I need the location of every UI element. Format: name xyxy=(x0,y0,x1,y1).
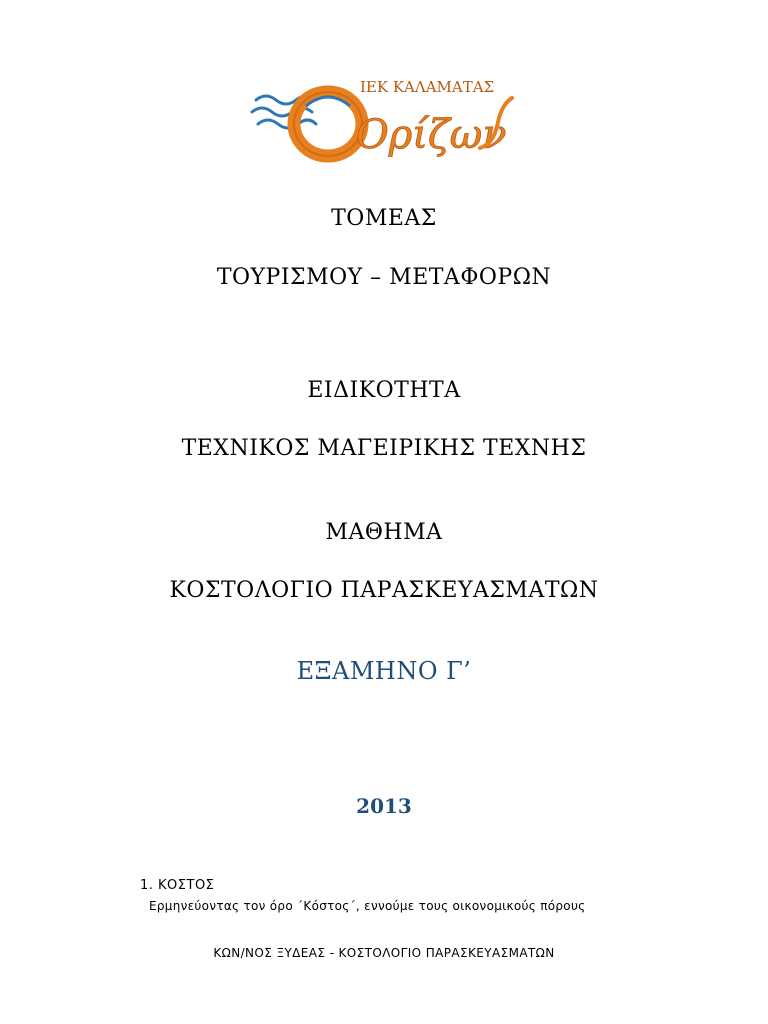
iek-kalamatas-logo xyxy=(248,66,524,166)
specialty-value: ΤΕΧΝΙΚΟΣ ΜΑΓΕΙΡΙΚΗΣ ΤΕΧΝΗΣ xyxy=(181,436,587,461)
orange-o-emblem xyxy=(294,92,362,156)
course-label: ΜΑΘΗΜΑ xyxy=(325,520,443,545)
section-title: 1. ΚΟΣΤΟΣ xyxy=(140,878,215,893)
logo-school-name: ΙΕΚ ΚΑΛΑΜΑΤΑΣ xyxy=(360,78,495,96)
course-value: ΚΟΣΤΟΛΟΓΙΟ ΠΑΡΑΣΚΕΥΑΣΜΑΤΩΝ xyxy=(169,578,599,603)
specialty-label: ΕΙΔΙΚΟΤΗΤΑ xyxy=(307,378,461,403)
year-heading: 2013 xyxy=(356,794,412,818)
logo-brand-name: Ορίζων xyxy=(356,112,507,158)
sector-label: ΤΟΜΕΑΣ xyxy=(331,206,437,231)
page-footer: ΚΩΝ/ΝΟΣ ΞΥΔΕΑΣ - ΚΟΣΤΟΛΟΓΙΟ ΠΑΡΑΣΚΕΥΑΣΜΑΤΩΝ xyxy=(213,946,555,960)
section-body-text: Ερμηνεύοντας τον όρο ΄Κόστος΄, εννούμε τους οικονομικούς πόρους xyxy=(149,899,586,913)
sector-value: ΤΟΥΡΙΣΜΟΥ – ΜΕΤΑΦΟΡΩΝ xyxy=(216,265,552,290)
semester-heading: ΕΞΑΜΗΝΟ Γ’ xyxy=(296,657,472,685)
